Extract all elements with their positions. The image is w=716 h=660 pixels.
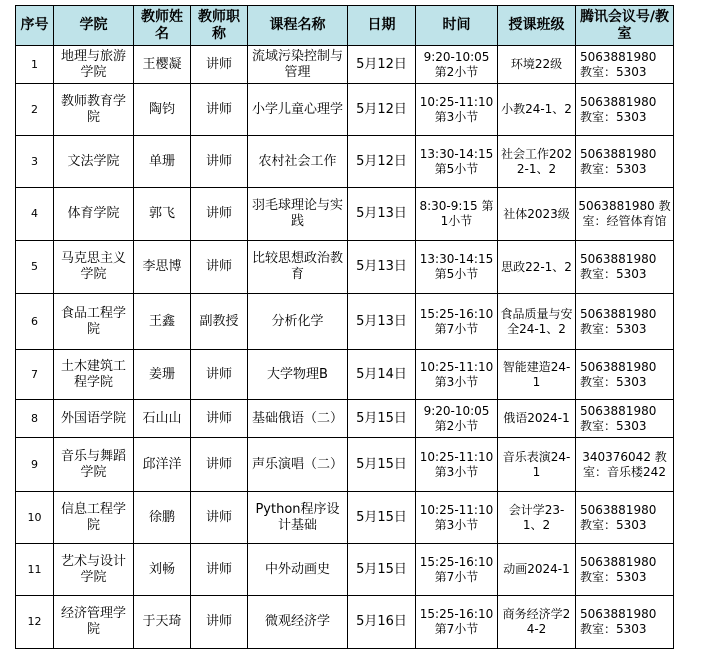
cell-class: 食品质量与安全24-1、2 [498, 294, 576, 350]
cell-title: 讲师 [191, 84, 248, 136]
cell-date: 5月16日 [348, 596, 416, 649]
cell-time: 9:20-10:05 第2小节 [416, 46, 498, 84]
cell-class: 社体2023级 [498, 188, 576, 241]
cell-time: 15:25-16:10 第7小节 [416, 544, 498, 596]
cell-class: 动画2024-1 [498, 544, 576, 596]
cell-course: 分析化学 [248, 294, 348, 350]
cell-college: 文法学院 [54, 136, 134, 188]
cell-course: 基础俄语（二） [248, 400, 348, 438]
cell-date: 5月12日 [348, 136, 416, 188]
cell-title: 讲师 [191, 350, 248, 400]
cell-title: 副教授 [191, 294, 248, 350]
cell-teacher: 于天琦 [134, 596, 191, 649]
header-college: 学院 [54, 6, 134, 46]
table-row [16, 492, 674, 544]
schedule-wrapper [15, 5, 674, 649]
cell-title: 讲师 [191, 544, 248, 596]
cell-teacher: 刘畅 [134, 544, 191, 596]
cell-title: 讲师 [191, 492, 248, 544]
table-row [16, 84, 674, 136]
cell-college: 教师教育学院 [54, 84, 134, 136]
cell-room: 5063881980 教室：5303 [576, 46, 674, 84]
cell-class: 会计学23-1、2 [498, 492, 576, 544]
header-title: 教师职称 [191, 6, 248, 46]
cell-room: 5063881980 教室：5303 [576, 492, 674, 544]
cell-teacher: 邱洋洋 [134, 438, 191, 492]
table-row [16, 136, 674, 188]
cell-room: 5063881980 教室：5303 [576, 136, 674, 188]
cell-time: 9:20-10:05 第2小节 [416, 400, 498, 438]
cell-course: 比较思想政治教育 [248, 241, 348, 294]
header-time: 时间 [416, 6, 498, 46]
table-row [16, 294, 674, 350]
cell-class: 环境22级 [498, 46, 576, 84]
cell-course: 羽毛球理论与实践 [248, 188, 348, 241]
header-class: 授课班级 [498, 6, 576, 46]
cell-seq: 9 [16, 438, 54, 492]
table-row [16, 350, 674, 400]
cell-teacher: 陶钧 [134, 84, 191, 136]
cell-seq: 10 [16, 492, 54, 544]
cell-class: 音乐表演24-1 [498, 438, 576, 492]
cell-course: 中外动画史 [248, 544, 348, 596]
table-row [16, 544, 674, 596]
cell-date: 5月12日 [348, 84, 416, 136]
header-date: 日期 [348, 6, 416, 46]
cell-course: Python程序设计基础 [248, 492, 348, 544]
header-seq: 序号 [16, 6, 54, 46]
header-room: 腾讯会议号/教室 [576, 6, 674, 46]
cell-date: 5月14日 [348, 350, 416, 400]
cell-room: 5063881980 教室：5303 [576, 84, 674, 136]
table-row [16, 400, 674, 438]
cell-seq: 8 [16, 400, 54, 438]
cell-teacher: 单珊 [134, 136, 191, 188]
header-row [16, 6, 674, 46]
cell-college: 外国语学院 [54, 400, 134, 438]
cell-date: 5月13日 [348, 241, 416, 294]
cell-college: 食品工程学院 [54, 294, 134, 350]
cell-date: 5月13日 [348, 294, 416, 350]
cell-room: 5063881980 教室：5303 [576, 294, 674, 350]
cell-class: 思政22-1、2 [498, 241, 576, 294]
cell-time: 13:30-14:15 第5小节 [416, 241, 498, 294]
cell-seq: 4 [16, 188, 54, 241]
cell-time: 10:25-11:10第3小节 [416, 438, 498, 492]
cell-college: 土木建筑工程学院 [54, 350, 134, 400]
cell-seq: 5 [16, 241, 54, 294]
cell-seq: 6 [16, 294, 54, 350]
cell-title: 讲师 [191, 438, 248, 492]
cell-room: 5063881980 教室：经管体育馆 [576, 188, 674, 241]
cell-date: 5月12日 [348, 46, 416, 84]
cell-class: 商务经济学24-2 [498, 596, 576, 649]
cell-course: 微观经济学 [248, 596, 348, 649]
cell-college: 体育学院 [54, 188, 134, 241]
cell-seq: 7 [16, 350, 54, 400]
cell-room: 5063881980 教室：5303 [576, 350, 674, 400]
table-row [16, 241, 674, 294]
cell-class: 俄语2024-1 [498, 400, 576, 438]
cell-time: 10:25-11:10 第3小节 [416, 84, 498, 136]
cell-date: 5月15日 [348, 438, 416, 492]
cell-class: 智能建造24-1 [498, 350, 576, 400]
cell-title: 讲师 [191, 596, 248, 649]
schedule-table [15, 5, 674, 649]
cell-time: 10:25-11:10 第3小节 [416, 350, 498, 400]
table-row [16, 596, 674, 649]
cell-room: 5063881980 教室：5303 [576, 596, 674, 649]
cell-teacher: 徐鹏 [134, 492, 191, 544]
cell-teacher: 王樱凝 [134, 46, 191, 84]
cell-teacher: 姜珊 [134, 350, 191, 400]
cell-seq: 1 [16, 46, 54, 84]
cell-date: 5月15日 [348, 400, 416, 438]
cell-room: 5063881980 教室：5303 [576, 544, 674, 596]
cell-college: 信息工程学院 [54, 492, 134, 544]
cell-title: 讲师 [191, 46, 248, 84]
cell-class: 小教24-1、2 [498, 84, 576, 136]
cell-college: 艺术与设计学院 [54, 544, 134, 596]
cell-college: 音乐与舞蹈学院 [54, 438, 134, 492]
cell-room: 5063881980 教室：5303 [576, 241, 674, 294]
cell-title: 讲师 [191, 241, 248, 294]
table-row [16, 46, 674, 84]
cell-teacher: 王鑫 [134, 294, 191, 350]
cell-teacher: 石山山 [134, 400, 191, 438]
header-course: 课程名称 [248, 6, 348, 46]
cell-date: 5月13日 [348, 188, 416, 241]
cell-time: 8:30-9:15 第1小节 [416, 188, 498, 241]
cell-room: 340376042 教室：音乐楼242 [576, 438, 674, 492]
cell-title: 讲师 [191, 400, 248, 438]
cell-class: 社会工作2022-1、2 [498, 136, 576, 188]
cell-date: 5月15日 [348, 492, 416, 544]
table-row [16, 188, 674, 241]
cell-course: 流域污染控制与管理 [248, 46, 348, 84]
cell-course: 声乐演唱（二） [248, 438, 348, 492]
cell-teacher: 李思博 [134, 241, 191, 294]
cell-teacher: 郭飞 [134, 188, 191, 241]
cell-seq: 12 [16, 596, 54, 649]
cell-seq: 3 [16, 136, 54, 188]
cell-time: 13:30-14:15 第5小节 [416, 136, 498, 188]
cell-date: 5月15日 [348, 544, 416, 596]
cell-time: 15:25-16:10 第7小节 [416, 294, 498, 350]
header-teacher: 教师姓名 [134, 6, 191, 46]
table-row [16, 438, 674, 492]
cell-title: 讲师 [191, 188, 248, 241]
cell-course: 农村社会工作 [248, 136, 348, 188]
cell-college: 经济管理学院 [54, 596, 134, 649]
cell-title: 讲师 [191, 136, 248, 188]
cell-time: 15:25-16:10 第7小节 [416, 596, 498, 649]
cell-room: 5063881980 教室：5303 [576, 400, 674, 438]
cell-seq: 2 [16, 84, 54, 136]
cell-course: 小学儿童心理学 [248, 84, 348, 136]
cell-seq: 11 [16, 544, 54, 596]
cell-course: 大学物理B [248, 350, 348, 400]
cell-college: 马克思主义学院 [54, 241, 134, 294]
cell-time: 10:25-11:10 第3小节 [416, 492, 498, 544]
cell-college: 地理与旅游学院 [54, 46, 134, 84]
